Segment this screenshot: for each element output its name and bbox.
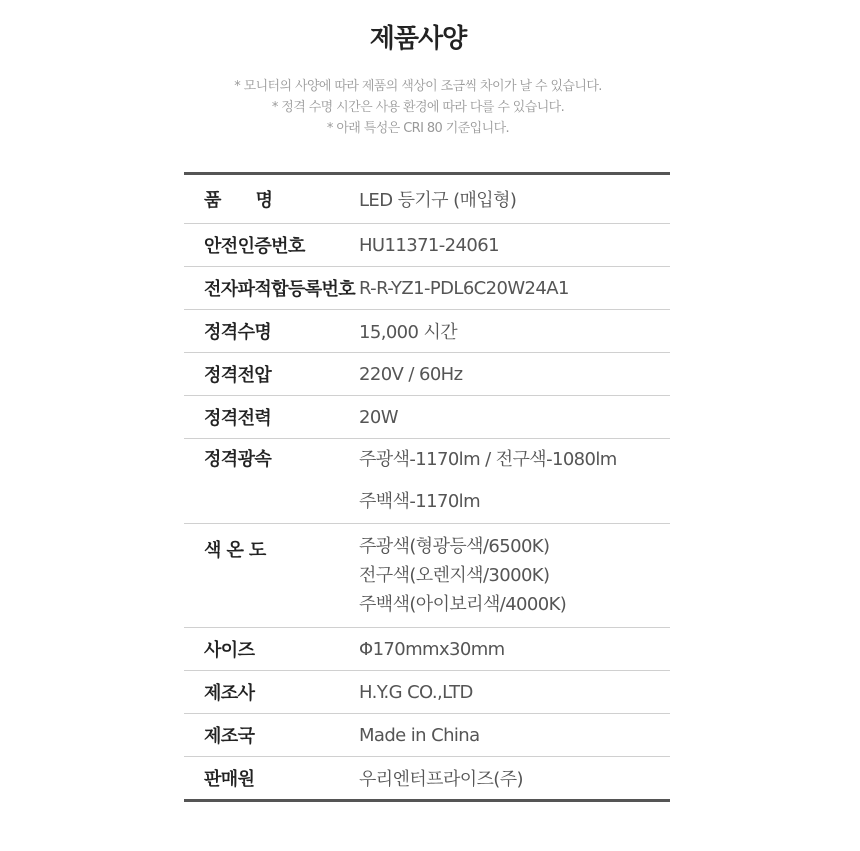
spec-label: 제조사	[204, 683, 255, 704]
spec-label: 안전인증번호	[204, 236, 305, 257]
spec-value-line: 주백색(아이보리색/4000K)	[359, 594, 567, 615]
spec-value-line: 전구색(오렌지색/3000K)	[359, 565, 550, 586]
spec-value: 15,000 시간	[359, 322, 458, 343]
spec-row-product-name	[184, 175, 670, 223]
spec-row-color-temperature	[184, 523, 670, 627]
spec-label: 정격전압	[204, 365, 272, 386]
spec-label: 색 온 도	[204, 540, 266, 561]
note-monitor-color: * 모니터의 사양에 따라 제품의 색상이 조금씩 차이가 날 수 있습니다.	[234, 79, 602, 94]
spec-value: R-R-YZ1-PDL6C20W24A1	[359, 277, 569, 299]
spec-value	[359, 532, 670, 619]
notice-notes	[0, 76, 836, 139]
spec-label: 정격수명	[204, 322, 272, 343]
spec-value-line: 주광색-1170lm / 전구색-1080lm	[359, 449, 617, 470]
spec-label: 품 명	[204, 190, 273, 211]
spec-value-line: 주광색(형광등색/6500K)	[359, 536, 550, 557]
spec-value-line: 주백색-1170lm	[359, 491, 481, 512]
note-lifetime: * 정격 수명 시간은 사용 환경에 따라 다를 수 있습니다.	[271, 100, 565, 115]
spec-row-rated-voltage	[184, 352, 670, 395]
spec-row-manufacturer	[184, 670, 670, 713]
spec-row-emc-registration	[184, 266, 670, 309]
spec-value: H.Y.G CO.,LTD	[359, 681, 473, 703]
spec-label: 정격전력	[204, 408, 272, 429]
spec-row-seller	[184, 756, 670, 799]
spec-label: 정격광속	[204, 449, 272, 470]
spec-row-luminous-flux	[184, 438, 670, 523]
spec-value: HU11371-24061	[359, 234, 499, 256]
page-title: 제품사양	[369, 24, 467, 54]
spec-row-safety-cert	[184, 223, 670, 266]
spec-value	[359, 439, 670, 523]
spec-row-size	[184, 627, 670, 670]
spec-label: 전자파적합등록번호	[204, 279, 356, 300]
spec-row-country	[184, 713, 670, 756]
spec-table	[184, 172, 670, 802]
spec-row-rated-life	[184, 309, 670, 352]
spec-value: LED 등기구 (매입형)	[359, 190, 517, 211]
spec-label: 판매원	[204, 769, 255, 790]
spec-row-rated-power	[184, 395, 670, 438]
spec-value: Φ170mmx30mm	[359, 638, 505, 660]
spec-label: 제조국	[204, 726, 255, 747]
spec-value: 우리엔터프라이즈(주)	[359, 769, 523, 790]
spec-label: 사이즈	[204, 640, 255, 661]
spec-value: 20W	[359, 406, 398, 428]
spec-value: Made in China	[359, 724, 480, 746]
note-cri: * 아래 특성은 CRI 80 기준입니다.	[326, 121, 510, 136]
spec-value: 220V / 60Hz	[359, 363, 463, 385]
